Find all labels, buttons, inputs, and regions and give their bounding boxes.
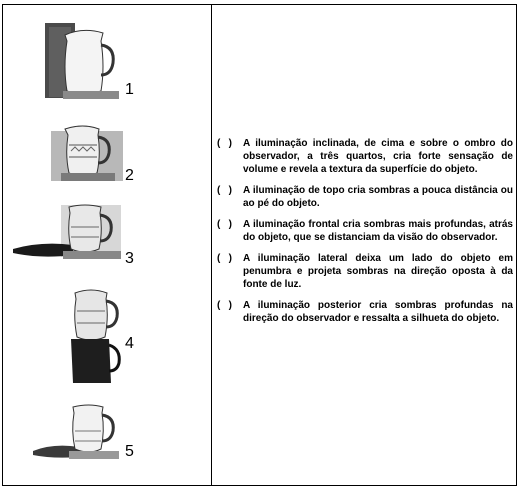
option-4 bbox=[217, 252, 513, 291]
column-divider bbox=[211, 5, 212, 485]
option-2 bbox=[217, 184, 513, 210]
exercise-table bbox=[2, 4, 517, 486]
item-number-5: 5 bbox=[125, 443, 134, 460]
option-text-5: A iluminação posterior cria sombras profundas na direção do observador e ressalta a silhueta do objeto. bbox=[243, 300, 513, 324]
option-3 bbox=[217, 218, 513, 244]
answer-blank-2[interactable]: ( ) bbox=[217, 185, 232, 196]
jug-illustration-2 bbox=[51, 123, 123, 185]
jug-illustration-5 bbox=[33, 401, 123, 465]
answer-blank-1[interactable]: ( ) bbox=[217, 138, 232, 149]
option-1 bbox=[217, 137, 513, 176]
jug-illustration-1 bbox=[43, 17, 123, 102]
option-5 bbox=[217, 299, 513, 325]
answer-blank-5[interactable]: ( ) bbox=[217, 300, 232, 311]
option-text-2: A iluminação de topo cria sombras a pouca distância ou ao pé do objeto. bbox=[243, 185, 513, 209]
options-column bbox=[217, 137, 513, 333]
option-text-3: A iluminação frontal cria sombras mais profundas, atrás do objeto, que se distanciam da visão do observador. bbox=[243, 219, 513, 243]
item-number-4: 4 bbox=[125, 335, 134, 352]
item-number-2: 2 bbox=[125, 167, 134, 184]
jug-illustration-4 bbox=[69, 287, 123, 387]
option-text-4: A iluminação lateral deixa um lado do objeto em penumbra e projeta sombras na direção oposta à da fonte de luz. bbox=[243, 253, 513, 290]
answer-blank-3[interactable]: ( ) bbox=[217, 219, 232, 230]
item-number-1: 1 bbox=[125, 81, 134, 98]
jug-illustration-3 bbox=[11, 201, 123, 263]
answer-blank-4[interactable]: ( ) bbox=[217, 253, 232, 264]
illustrations-column bbox=[3, 5, 211, 485]
option-text-1: A iluminação inclinada, de cima e sobre o ombro do observador, a três quartos, cria forte sensação de volume e revela a textura da superfície do objeto. bbox=[243, 138, 513, 175]
item-number-3: 3 bbox=[125, 250, 134, 267]
